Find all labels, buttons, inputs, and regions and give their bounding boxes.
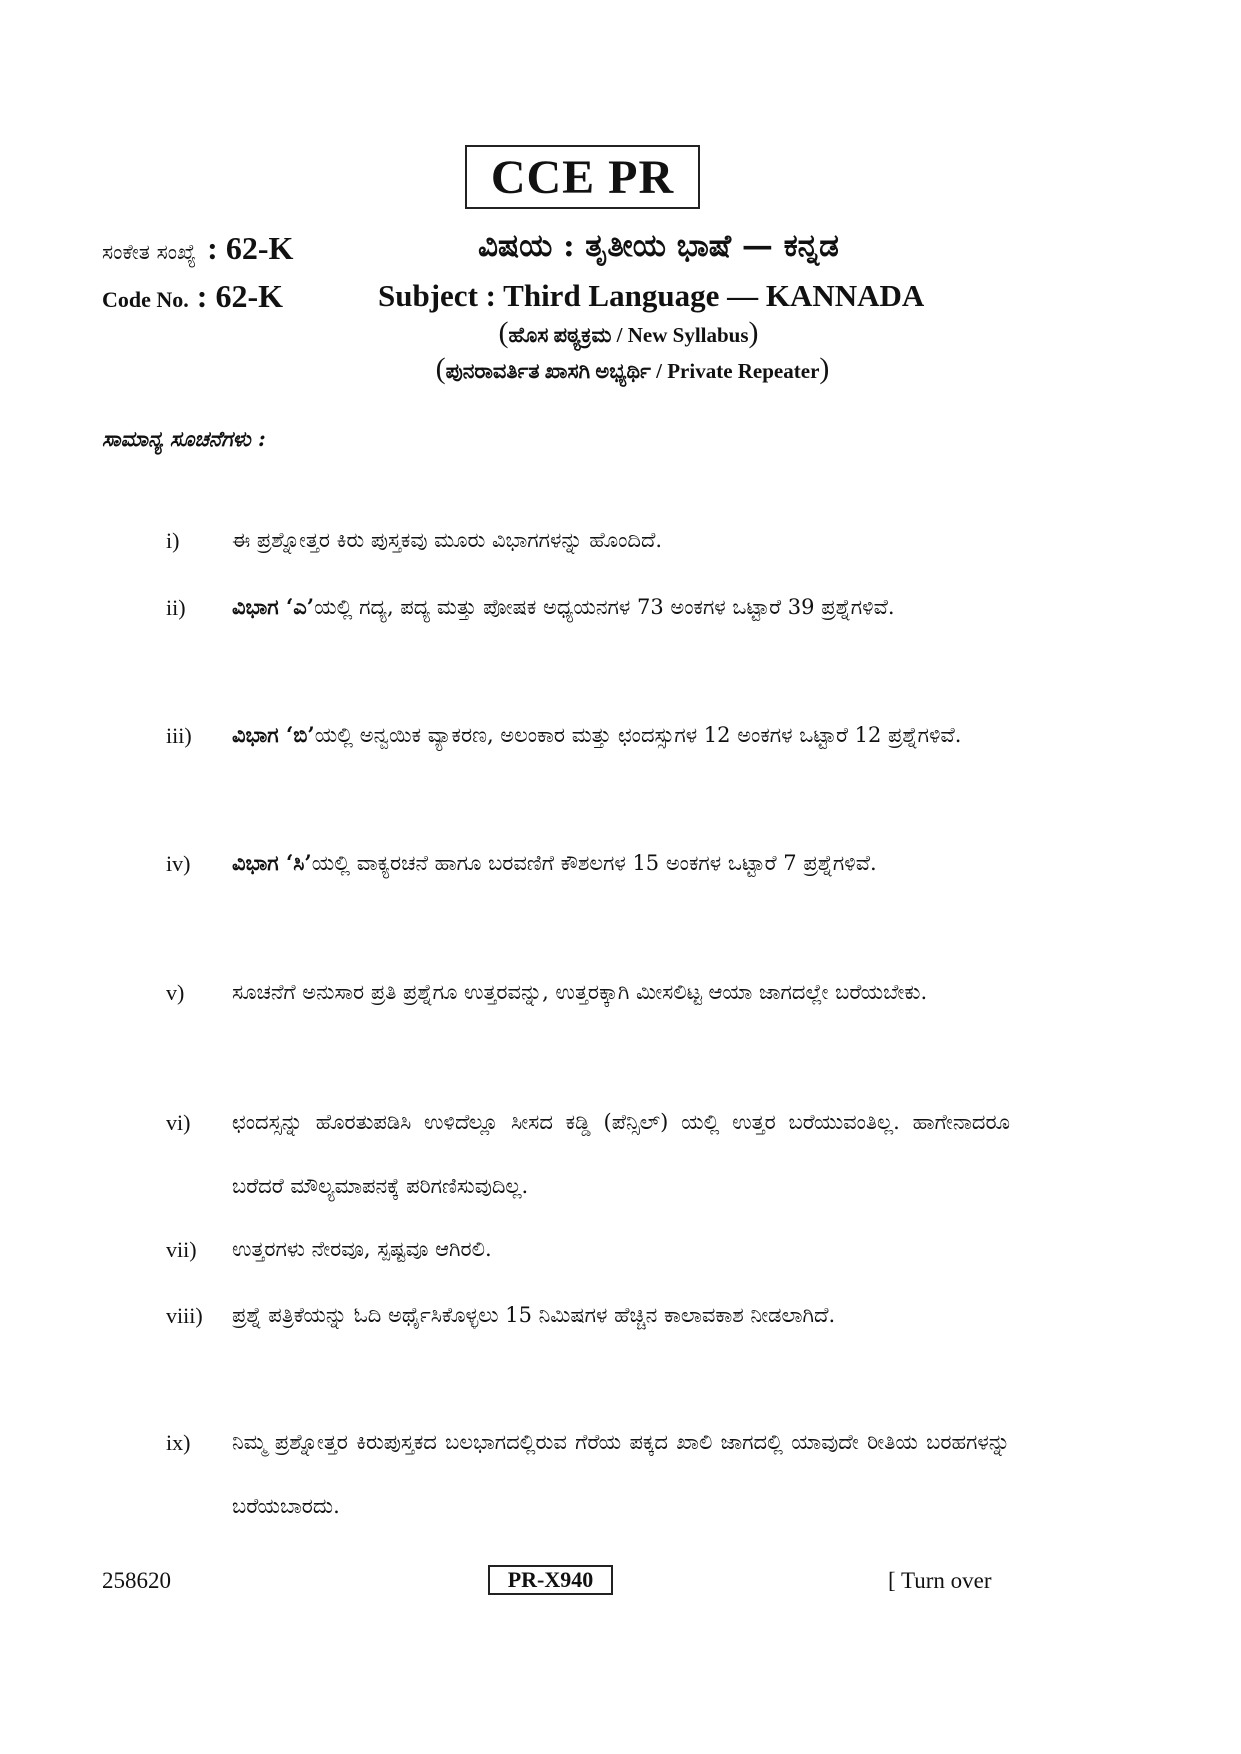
candidate-type-line: (ಪುನರಾವರ್ತಿತ ಖಾಸಗಿ ಅಭ್ಯರ್ಥಿ / Private Repeater) xyxy=(435,352,830,385)
item-text: ಯಲ್ಲಿ ಗದ್ಯ, ಪದ್ಯ ಮತ್ತು ಪೋಷಕ ಅಧ್ಯಯನಗಳ 73 ಅಂಕಗಳ ಒಟ್ಟಾರೆ 39 ಪ್ರಶ್ನೆಗಳಿವೆ. xyxy=(314,595,895,619)
item-number: vi) xyxy=(166,1110,191,1135)
item-bold: ವಿಭಾಗ ‘ಸಿ’ xyxy=(232,850,312,875)
item-bold: ವಿಭಾಗ ‘ಎ’ xyxy=(232,594,315,619)
item-text: ಛಂದಸ್ಸನ್ನು ಹೊರತುಪಡಿಸಿ ಉಳಿದೆಲ್ಲೂ ಸೀಸದ ಕಡ್ಡಿ (ಪೆನ್ಸಿಲ್) ಯಲ್ಲಿ ಉತ್ತರ ಬರೆಯುವಂತಿಲ್ಲ. ಹಾಗೇನಾದರೂ ಬರೆದರೆ ಮೌಲ್ಯಮಾಪನಕ್ಕೆ ಪರಿಗಣಿಸುವುದಿಲ್ಲ. xyxy=(232,1110,1010,1198)
code-row-kannada xyxy=(102,230,293,267)
item-number: iii) xyxy=(166,723,192,748)
serial-number: 258620 xyxy=(102,1568,171,1593)
code-value-kn: : 62-K xyxy=(207,230,294,266)
item-number: ix) xyxy=(166,1430,191,1455)
candidate-type-text: ಪುನರಾವರ್ತಿತ ಖಾಸಗಿ ಅಭ್ಯರ್ಥಿ / Private Repeater xyxy=(445,359,820,383)
paper-code: PR-X940 xyxy=(488,1565,613,1595)
item-text: ಪ್ರಶ್ನೆ ಪತ್ರಿಕೆಯನ್ನು ಓದಿ ಅರ್ಥೈಸಿಕೊಳ್ಳಲು 15 ನಿಮಿಷಗಳ ಹೆಚ್ಚಿನ ಕಾಲಾವಕಾಶ ನೀಡಲಾಗಿದೆ. xyxy=(232,1303,836,1327)
code-value-en: : 62-K xyxy=(196,278,283,314)
item-text: ಸೂಚನೆಗೆ ಅನುಸಾರ ಪ್ರತಿ ಪ್ರಶ್ನೆಗೂ ಉತ್ತರವನ್ನು, ಉತ್ತರಕ್ಕಾಗಿ ಮೀಸಲಿಟ್ಟ ಆಯಾ ಜಾಗದಲ್ಲೇ ಬರೆಯಬೇಕು. xyxy=(232,980,928,1004)
subject-kannada: ವಿಷಯ : ತೃತೀಯ ಭಾಷೆ — ಕನ್ನಡ xyxy=(478,228,839,264)
item-text: ಯಲ್ಲಿ ವಾಕ್ಯರಚನೆ ಹಾಗೂ ಬರವಣಿಗೆ ಕೌಶಲಗಳ 15 ಅಂಕಗಳ ಒಟ್ಟಾರೆ 7 ಪ್ರಶ್ನೆಗಳಿವೆ. xyxy=(311,851,877,875)
item-number: viii) xyxy=(166,1303,203,1328)
item-bold: ವಿಭಾಗ ‘ಬಿ’ xyxy=(232,722,315,747)
item-number: v) xyxy=(166,980,185,1005)
item-text: ಈ ಪ್ರಶ್ನೋತ್ತರ ಕಿರು ಪುಸ್ತಕವು ಮೂರು ವಿಭಾಗಗಳನ್ನು ಹೊಂದಿದೆ. xyxy=(232,528,663,552)
code-label-kn: ಸಂಕೇತ ಸಂಖ್ಯೆ xyxy=(102,240,197,264)
item-text: ನಿಮ್ಮ ಪ್ರಶ್ನೋತ್ತರ ಕಿರುಪುಸ್ತಕದ ಬಲಭಾಗದಲ್ಲಿರುವ ಗೆರೆಯ ಪಕ್ಕದ ಖಾಲಿ ಜಾಗದಲ್ಲಿ ಯಾವುದೇ ರೀತಿಯ ಬರಹಗಳನ್ನು ಬರೆಯಬಾರದು. xyxy=(232,1430,1010,1518)
subject-english: Subject : Third Language — KANNADA xyxy=(378,278,925,313)
item-number: i) xyxy=(166,528,180,553)
item-number: vii) xyxy=(166,1237,197,1262)
instructions-title: ಸಾಮಾನ್ಯ ಸೂಚನೆಗಳು : xyxy=(102,426,266,451)
syllabus-text: ಹೊಸ ಪಠ್ಯಕ್ರಮ / New Syllabus xyxy=(508,323,749,347)
exam-badge: CCE PR xyxy=(465,145,700,209)
item-text: ಯಲ್ಲಿ ಅನ್ವಯಿಕ ವ್ಯಾಕರಣ, ಅಲಂಕಾರ ಮತ್ತು ಛಂದಸ್ಸುಗಳ 12 ಅಂಕಗಳ ಒಟ್ಟಾರೆ 12 ಪ್ರಶ್ನೆಗಳಿವೆ. xyxy=(314,723,962,747)
item-number: iv) xyxy=(166,851,191,876)
code-row-english xyxy=(102,278,283,315)
syllabus-line: (ಹೊಸ ಪಠ್ಯಕ್ರಮ / New Syllabus) xyxy=(498,316,759,349)
code-label-en: Code No. xyxy=(102,287,189,312)
turn-over-note: [ Turn over xyxy=(888,1568,992,1593)
item-text: ಉತ್ತರಗಳು ನೇರವೂ, ಸ್ಪಷ್ಟವೂ ಆಗಿರಲಿ. xyxy=(232,1237,492,1261)
item-number: ii) xyxy=(166,595,186,620)
